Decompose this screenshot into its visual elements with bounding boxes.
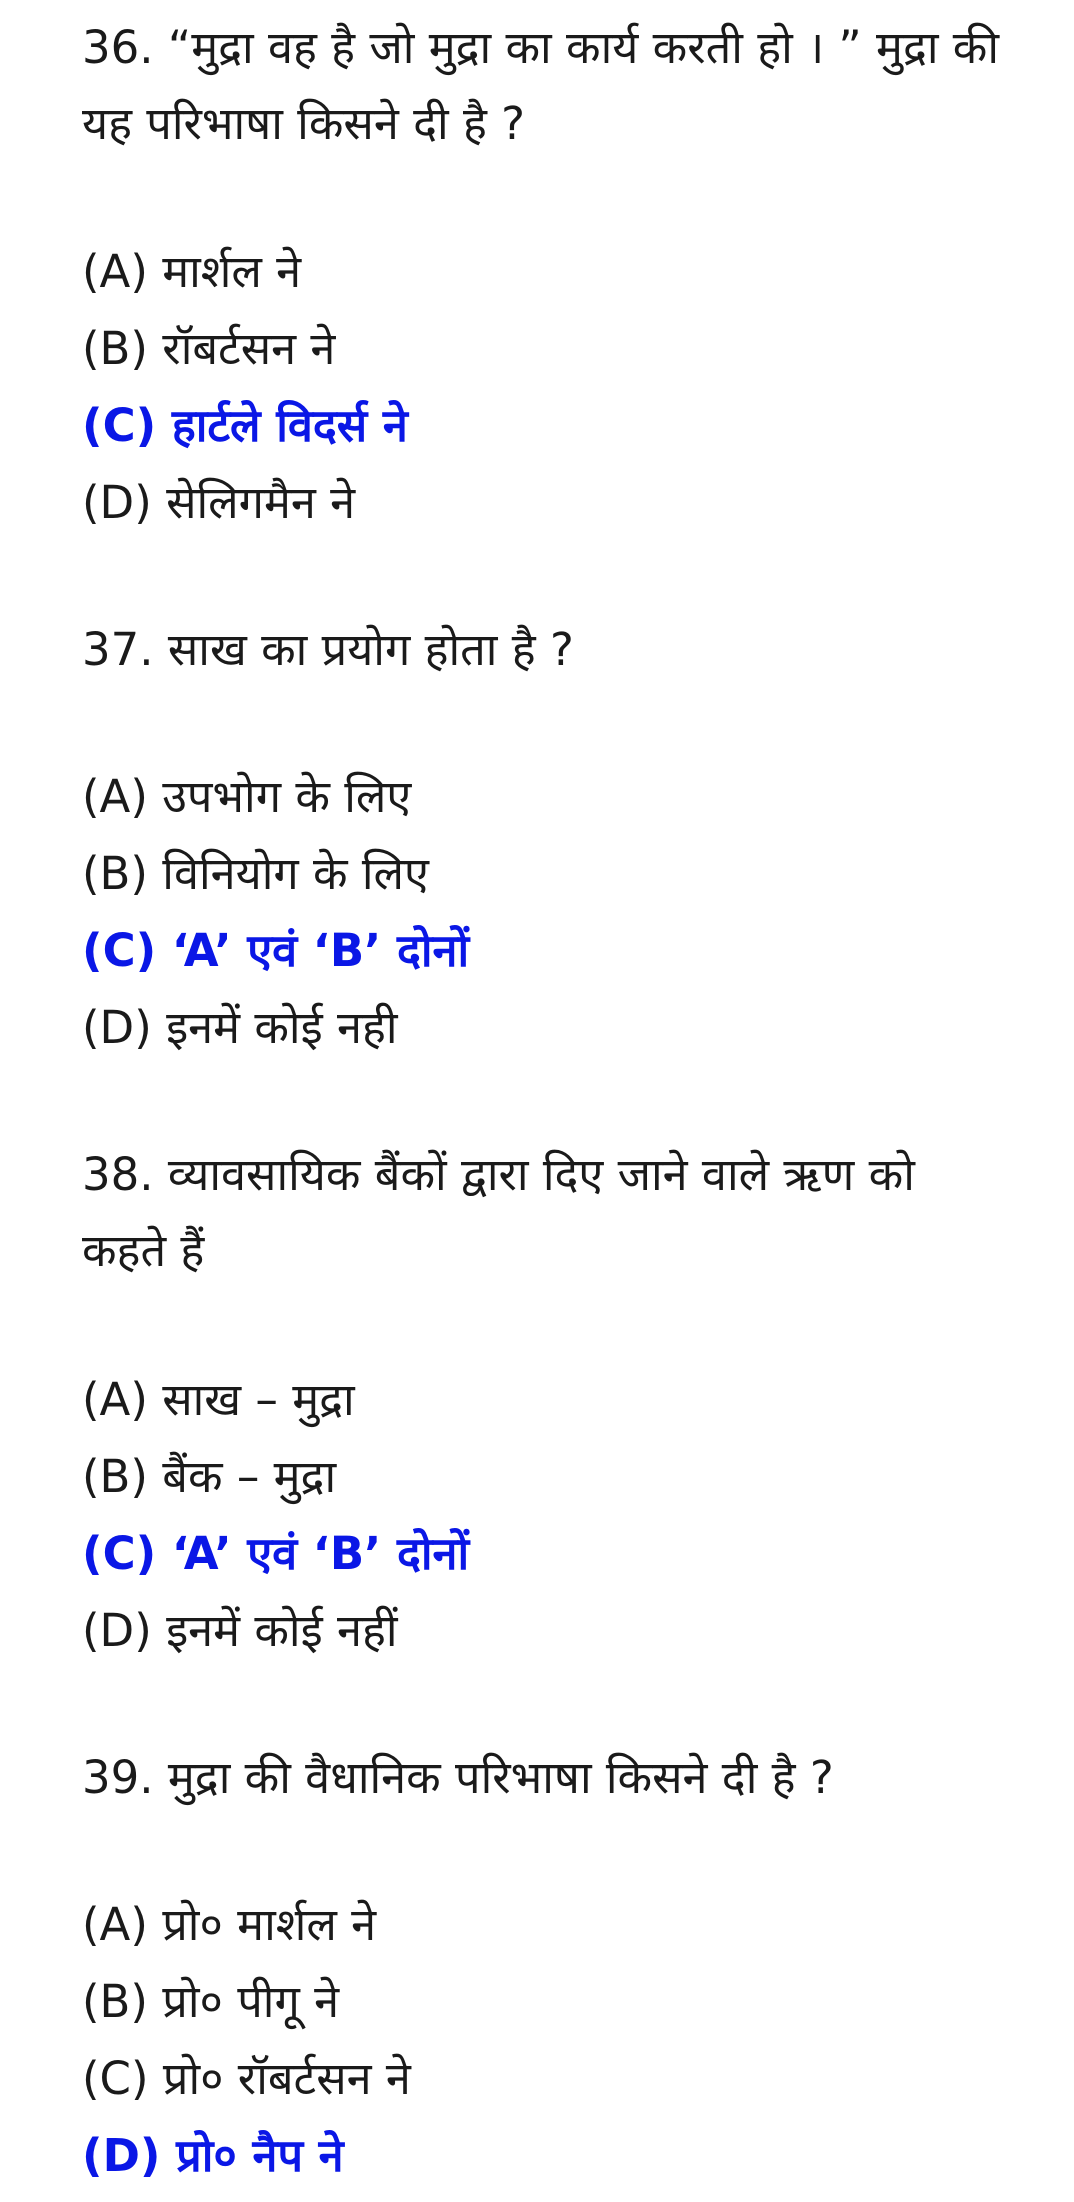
option-38-c-correct: (C) ‘A’ एवं ‘B’ दोनों: [82, 1527, 470, 1580]
question-text: मुद्रा की वैधानिक परिभाषा किसने दी है ?: [167, 1751, 834, 1804]
question-36: [82, 10, 1012, 162]
option-38-a: (A) साख – मुद्रा: [82, 1373, 355, 1426]
option-38-b: (B) बैंक – मुद्रा: [82, 1450, 337, 1503]
option-36-d: (D) सेलिगमैन ने: [82, 476, 356, 529]
question-number: 37.: [82, 623, 154, 676]
option-36-c-correct: (C) हार्टले विदर्स ने: [82, 399, 408, 452]
question-number: 38.: [82, 1148, 154, 1201]
option-36-a: (A) मार्शल ने: [82, 245, 302, 298]
question-38: [82, 1137, 1012, 1289]
question-39: [82, 1740, 1012, 1816]
option-39-d-correct: (D) प्रो० नैप ने: [82, 2129, 344, 2182]
option-39-a: (A) प्रो० मार्शल ने: [82, 1898, 377, 1951]
option-37-d: (D) इनमें कोई नही: [82, 1001, 398, 1054]
option-37-a: (A) उपभोग के लिए: [82, 770, 412, 823]
option-39-c: (C) प्रो० रॉबर्टसन ने: [82, 2052, 411, 2105]
question-number: 36.: [82, 21, 154, 74]
question-text: “मुद्रा वह है जो मुद्रा का कार्य करती हो । ” मुद्रा की यह परिभाषा किसने दी है ?: [82, 21, 1000, 150]
option-38-d: (D) इनमें कोई नहीं: [82, 1604, 398, 1657]
option-36-b: (B) रॉबर्टसन ने: [82, 322, 336, 375]
question-text: व्यावसायिक बैंकों द्वारा दिए जाने वाले ऋण को कहते हैं: [82, 1148, 915, 1277]
option-37-c-correct: (C) ‘A’ एवं ‘B’ दोनों: [82, 924, 470, 977]
question-37: [82, 612, 1012, 688]
question-number: 39.: [82, 1751, 154, 1804]
option-39-b: (B) प्रो० पीगू ने: [82, 1975, 340, 2028]
question-text: साख का प्रयोग होता है ?: [167, 623, 574, 676]
option-37-b: (B) विनियोग के लिए: [82, 847, 429, 900]
